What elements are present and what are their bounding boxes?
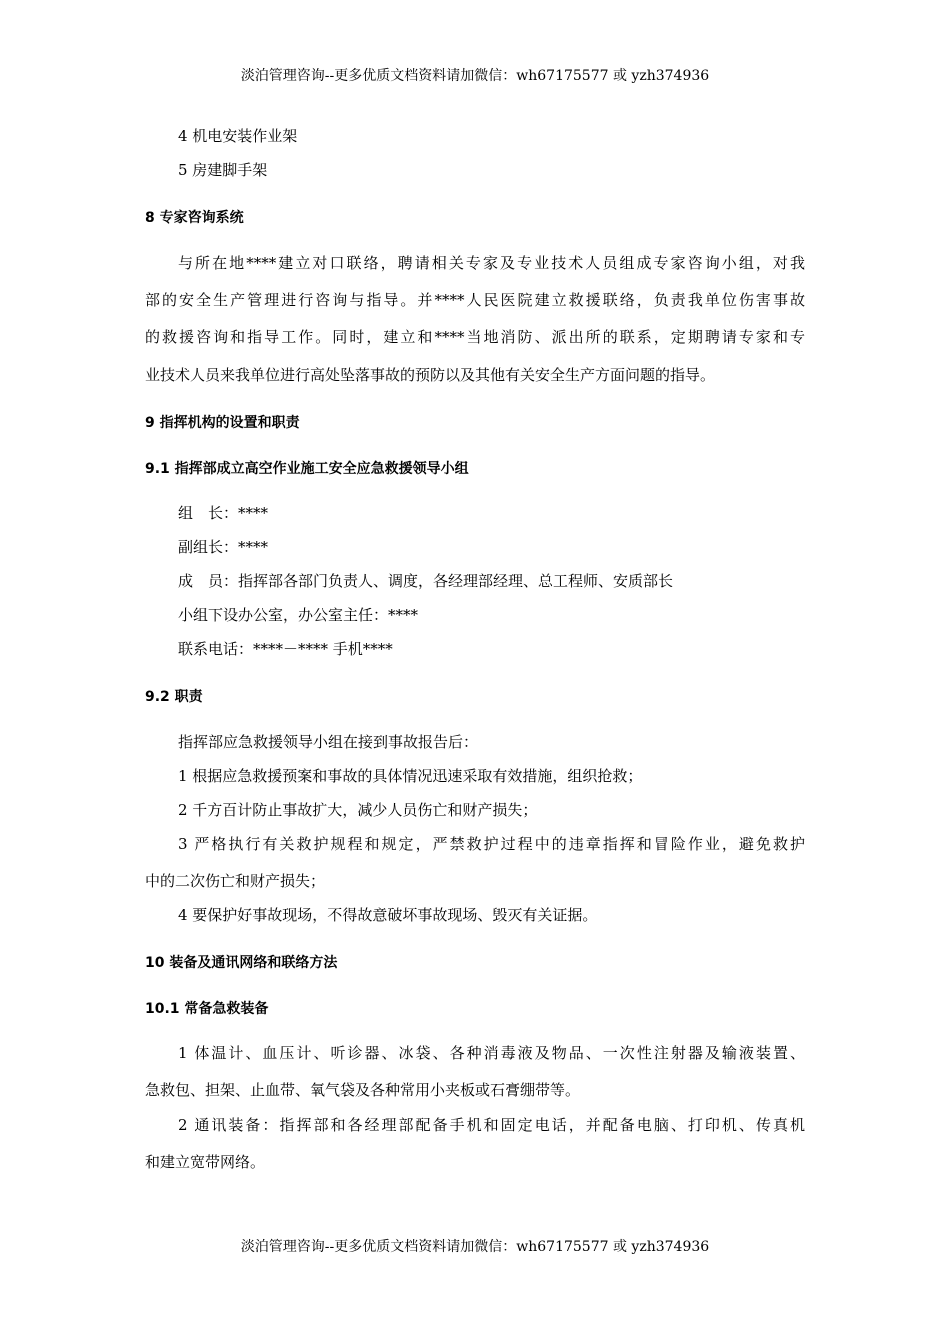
duty-item-3-line-1: 3 严格执行有关救护规程和规定，严禁救护过程中的违章指挥和冒险作业，避免救护 bbox=[178, 835, 805, 853]
section-9-heading: 9 指挥机构的设置和职责 bbox=[145, 415, 300, 431]
phone-line: 联系电话：****－**** 手机**** bbox=[178, 640, 393, 658]
office-line: 小组下设办公室，办公室主任：**** bbox=[178, 606, 419, 624]
section-8-paragraph-line-4: 业技术人员来我单位进行高处坠落事故的预防以及其他有关安全生产方面问题的指导。 bbox=[145, 366, 716, 384]
section-8-paragraph-line-2: 部的安全生产管理进行咨询与指导。并****人民医院建立救援联络，负责我单位伤害事故 bbox=[145, 291, 805, 309]
list-item-4: 4 机电安装作业架 bbox=[178, 127, 298, 145]
page-header: 淡泊管理咨询--更多优质文档资料请加微信：wh67175577 或 yzh374936 bbox=[240, 68, 710, 84]
vice-leader-line: 副组长：**** bbox=[178, 538, 269, 556]
equipment-item-1-line-1: 1 体温计、血压计、听诊器、冰袋、各种消毒液及物品、一次性注射器及输液装置、 bbox=[178, 1044, 805, 1062]
duty-item-2: 2 千方百计防止事故扩大，减少人员伤亡和财产损失； bbox=[178, 801, 538, 819]
duties-intro: 指挥部应急救援领导小组在接到事故报告后： bbox=[178, 733, 479, 751]
section-9-1-heading: 9.1 指挥部成立高空作业施工安全应急救援领导小组 bbox=[145, 461, 469, 477]
equipment-item-2-line-1: 2 通讯装备：指挥部和各经理部配备手机和固定电话，并配备电脑、打印机、传真机 bbox=[178, 1116, 805, 1134]
section-8-paragraph-line-3: 的救援咨询和指导工作。同时，建立和****当地消防、派出所的联系，定期聘请专家和专 bbox=[145, 328, 805, 346]
leader-line: 组 长：**** bbox=[178, 504, 269, 522]
section-8-heading: 8 专家咨询系统 bbox=[145, 210, 244, 226]
list-item-5: 5 房建脚手架 bbox=[178, 161, 268, 179]
members-line: 成 员：指挥部各部门负责人、调度，各经理部经理、总工程师、安质部长 bbox=[178, 572, 674, 590]
section-9-2-heading: 9.2 职责 bbox=[145, 689, 203, 705]
duty-item-1: 1 根据应急救援预案和事故的具体情况迅速采取有效措施，组织抢救； bbox=[178, 767, 643, 785]
equipment-item-1-line-2: 急救包、担架、止血带、氧气袋及各种常用小夹板或石膏绷带等。 bbox=[145, 1081, 581, 1099]
duty-item-3-line-2: 中的二次伤亡和财产损失； bbox=[145, 872, 326, 890]
section-10-1-heading: 10.1 常备急救装备 bbox=[145, 1001, 269, 1017]
page-footer: 淡泊管理咨询--更多优质文档资料请加微信：wh67175577 或 yzh374936 bbox=[240, 1239, 710, 1255]
section-8-paragraph-line-1: 与所在地****建立对口联络，聘请相关专家及专业技术人员组成专家咨询小组，对我 bbox=[178, 254, 805, 272]
equipment-item-2-line-2: 和建立宽带网络。 bbox=[145, 1153, 266, 1171]
duty-item-4: 4 要保护好事故现场，不得故意破坏事故现场、毁灭有关证据。 bbox=[178, 906, 598, 924]
section-10-heading: 10 装备及通讯网络和联络方法 bbox=[145, 955, 338, 971]
